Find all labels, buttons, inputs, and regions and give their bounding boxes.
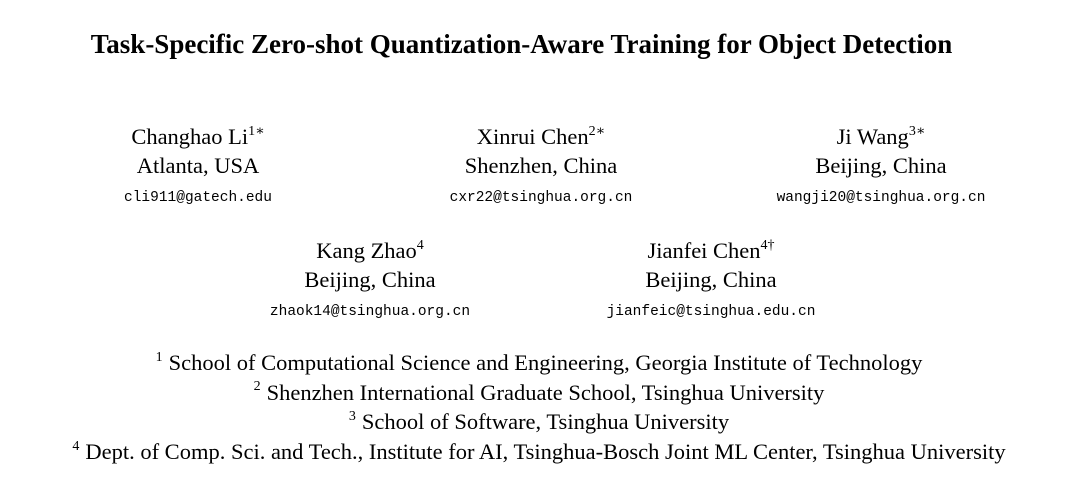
- author-location: Beijing, China: [645, 267, 777, 292]
- paper-title: Task-Specific Zero-shot Quantization-Aware Training for Object Detection: [90, 29, 953, 59]
- author-name-text: Jianfei Chen: [647, 238, 761, 263]
- affiliation-number: 1: [155, 349, 163, 365]
- author-name-text: Kang Zhao: [316, 238, 417, 263]
- affiliation-line: [0, 437, 1078, 467]
- author-name: [551, 236, 871, 265]
- affiliation-number: 3: [348, 408, 356, 424]
- author-name: [721, 122, 1041, 151]
- author-email[interactable]: cxr22@tsinghua.org.cn: [449, 190, 633, 206]
- affiliation-text: School of Computational Science and Engineering, Georgia Institute of Technology: [168, 350, 923, 375]
- author-block: [38, 122, 358, 207]
- author-block: [381, 122, 701, 207]
- author-location: Atlanta, USA: [136, 153, 260, 178]
- affiliation-line: [0, 348, 1078, 378]
- author-email[interactable]: zhaok14@tsinghua.org.cn: [269, 304, 471, 320]
- author-name: [38, 122, 358, 151]
- author-name-text: Changhao Li: [131, 124, 249, 149]
- affiliation-line: [0, 407, 1078, 437]
- author-location: Beijing, China: [304, 267, 436, 292]
- author-mark: 1∗: [248, 123, 265, 139]
- affiliation-text: Shenzhen International Graduate School, Tsinghua University: [266, 379, 825, 405]
- affiliations: [0, 348, 1078, 467]
- author-block: [551, 236, 871, 321]
- affiliation-text: Dept. of Comp. Sci. and Tech., Institute for AI, Tsinghua-Bosch Joint ML Center, Tsinghua University: [85, 439, 1006, 465]
- author-location: Beijing, China: [815, 153, 947, 178]
- author-name: [210, 236, 530, 265]
- affiliation-number: 2: [253, 379, 261, 395]
- author-name-text: Ji Wang: [836, 124, 909, 149]
- author-mark: 4: [416, 237, 424, 253]
- author-mark: 2∗: [588, 123, 606, 139]
- affiliation-number: 4: [72, 438, 80, 454]
- affiliation-text: School of Software, Tsinghua University: [361, 409, 730, 435]
- author-block: [721, 122, 1041, 207]
- author-name: [381, 122, 701, 151]
- author-block: [210, 236, 530, 321]
- author-location: Shenzhen, China: [464, 153, 618, 178]
- author-mark: 4†: [760, 237, 775, 253]
- author-email[interactable]: wangji20@tsinghua.org.cn: [776, 190, 986, 206]
- author-name-text: Xinrui Chen: [476, 124, 589, 149]
- affiliation-line: [0, 378, 1078, 408]
- author-email[interactable]: jianfeic@tsinghua.edu.cn: [606, 304, 816, 320]
- author-email[interactable]: cli911@gatech.edu: [124, 190, 272, 206]
- author-mark: 3∗: [908, 123, 926, 139]
